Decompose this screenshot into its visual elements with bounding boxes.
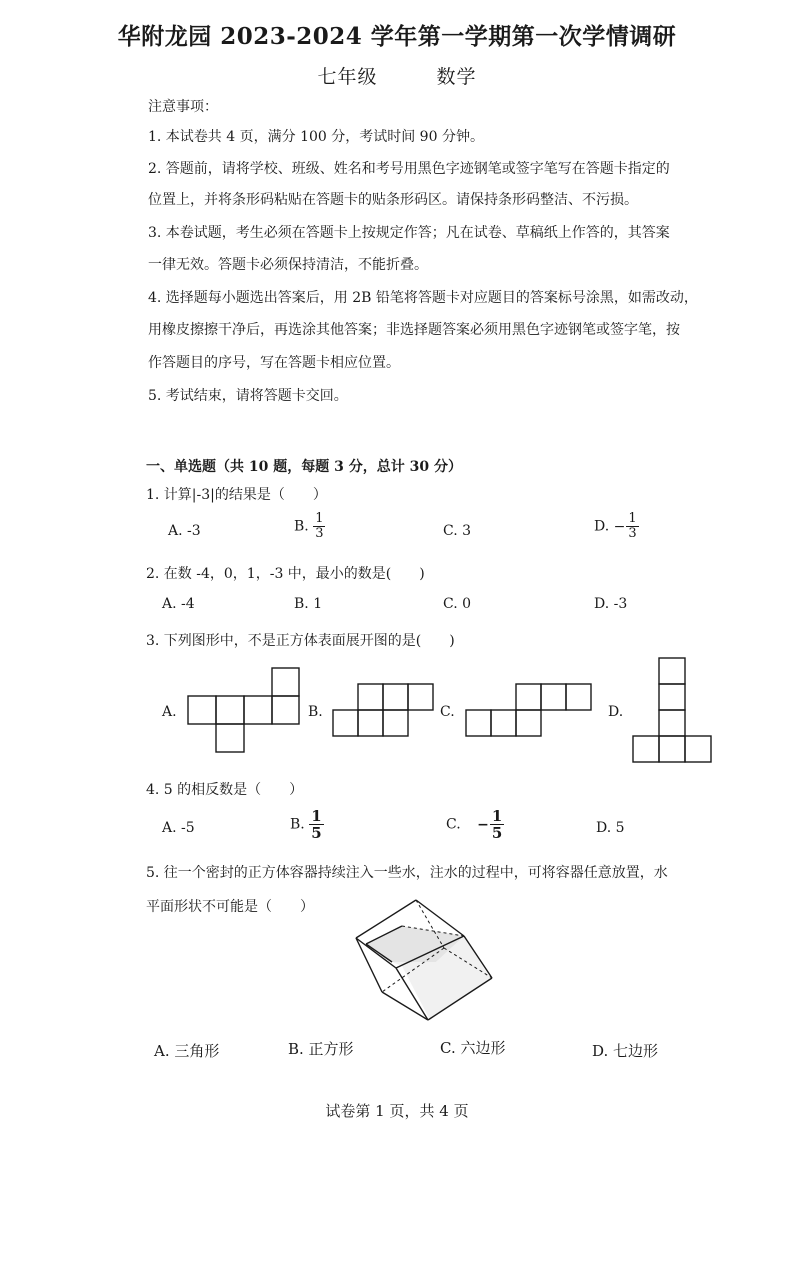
q1-option-a: A. -3 xyxy=(168,523,201,539)
note-line: 1. 本试卷共 4 页，满分 100 分，考试时间 90 分钟。 xyxy=(148,129,484,145)
fraction xyxy=(309,808,323,841)
subject-label: 数学 xyxy=(436,66,477,88)
note-line: 位置上，并将条形码粘贴在答题卡的贴条形码区。请保持条形码整洁、不污损。 xyxy=(148,192,638,208)
fraction xyxy=(490,808,504,841)
exam-subtitle xyxy=(0,62,794,89)
q2-option-c: C. 0 xyxy=(443,596,472,612)
q3-net-c xyxy=(466,684,592,738)
note-line: 4. 选择题每小题选出答案后，用 2B 铅笔将答题卡对应题目的答案标号涂黑，如需改动， xyxy=(148,290,698,306)
q1-option-c: C. 3 xyxy=(443,523,472,539)
q3-option-a: A. xyxy=(162,704,177,720)
question-5-stem-line1: 5. 往一个密封的正方体容器持续注入一些水，注水的过程中，可将容器任意放置，水 xyxy=(146,865,668,881)
note-line: 一律无效。答题卡必须保持清洁，不能折叠。 xyxy=(148,257,428,273)
fraction-numerator: 1 xyxy=(491,807,503,825)
grade-label: 七年级 xyxy=(317,66,378,88)
option-letter: C. xyxy=(446,816,461,833)
question-1-stem: 1. 计算|-3|的结果是（ ） xyxy=(146,487,327,503)
notes-heading: 注意事项： xyxy=(148,99,218,115)
page-footer: 试卷第 1 页，共 4 页 xyxy=(325,1102,469,1120)
q2-option-b: B. 1 xyxy=(294,596,323,612)
q3-option-b: B. xyxy=(308,704,323,720)
question-3-stem: 3. 下列图形中，不是正方体表面展开图的是( ) xyxy=(146,633,455,649)
option-letter: D. xyxy=(594,518,610,535)
cube-container-figure xyxy=(352,896,496,1024)
q4-option-d: D. 5 xyxy=(596,820,625,836)
fraction-numerator: 1 xyxy=(311,807,322,825)
fraction xyxy=(313,512,325,541)
q4-option-c xyxy=(446,808,504,841)
fraction-denominator: 5 xyxy=(311,824,322,842)
q1-option-b xyxy=(294,512,325,541)
note-line: 用橡皮擦擦干净后，再选涂其他答案；非选择题答案必须用黑色字迹钢笔或签字笔，按 xyxy=(148,322,680,338)
note-line: 3. 本卷试题，考生必须在答题卡上按规定作答；凡在试卷、草稿纸上作答的，其答案 xyxy=(148,225,670,241)
q2-option-d: D. -3 xyxy=(594,596,628,612)
fraction xyxy=(626,512,638,541)
q5-option-c: C. 六边形 xyxy=(440,1039,506,1057)
fraction-numerator: 1 xyxy=(315,511,324,526)
question-5-stem-line2: 平面形状不可能是（ ） xyxy=(146,899,314,915)
fraction-denominator: 3 xyxy=(628,526,637,541)
note-line: 作答题目的序号，写在答题卡相应位置。 xyxy=(148,355,400,371)
q4-option-b xyxy=(290,808,324,841)
note-line: 2. 答题前，请将学校、班级、姓名和考号用黑色字迹钢笔或签字笔写在答题卡指定的 xyxy=(148,161,670,177)
q5-option-b: B. 正方形 xyxy=(288,1040,354,1058)
exam-title: 华附龙园 2023-2024 学年第一学期第一次学情调研 xyxy=(117,23,677,50)
section-heading: 一、单选题（共 10 题，每题 3 分，总计 30 分） xyxy=(146,459,462,475)
fraction-denominator: 5 xyxy=(491,824,503,842)
q3-net-d xyxy=(633,658,713,764)
note-line: 5. 考试结束，请将答题卡交回。 xyxy=(148,388,348,404)
q1-option-d xyxy=(594,512,639,541)
q5-option-d: D. 七边形 xyxy=(592,1042,659,1060)
q3-net-a xyxy=(188,668,300,754)
fraction-numerator: 1 xyxy=(628,511,637,526)
q3-option-d: D. xyxy=(608,704,624,720)
q2-option-a: A. -4 xyxy=(162,596,195,612)
question-4-stem: 4. 5 的相反数是（ ） xyxy=(146,782,304,798)
minus-sign: − xyxy=(477,816,489,833)
option-letter: B. xyxy=(290,816,305,833)
q3-option-c: C. xyxy=(440,704,455,720)
q5-option-a: A. 三角形 xyxy=(154,1042,220,1060)
minus-sign: − xyxy=(613,518,626,535)
fraction-denominator: 3 xyxy=(315,526,324,541)
question-2-stem: 2. 在数 -4，0，1，-3 中，最小的数是( ) xyxy=(146,566,425,582)
option-letter: B. xyxy=(294,518,309,535)
q3-net-b xyxy=(333,684,433,738)
q4-option-a: A. -5 xyxy=(162,820,195,836)
